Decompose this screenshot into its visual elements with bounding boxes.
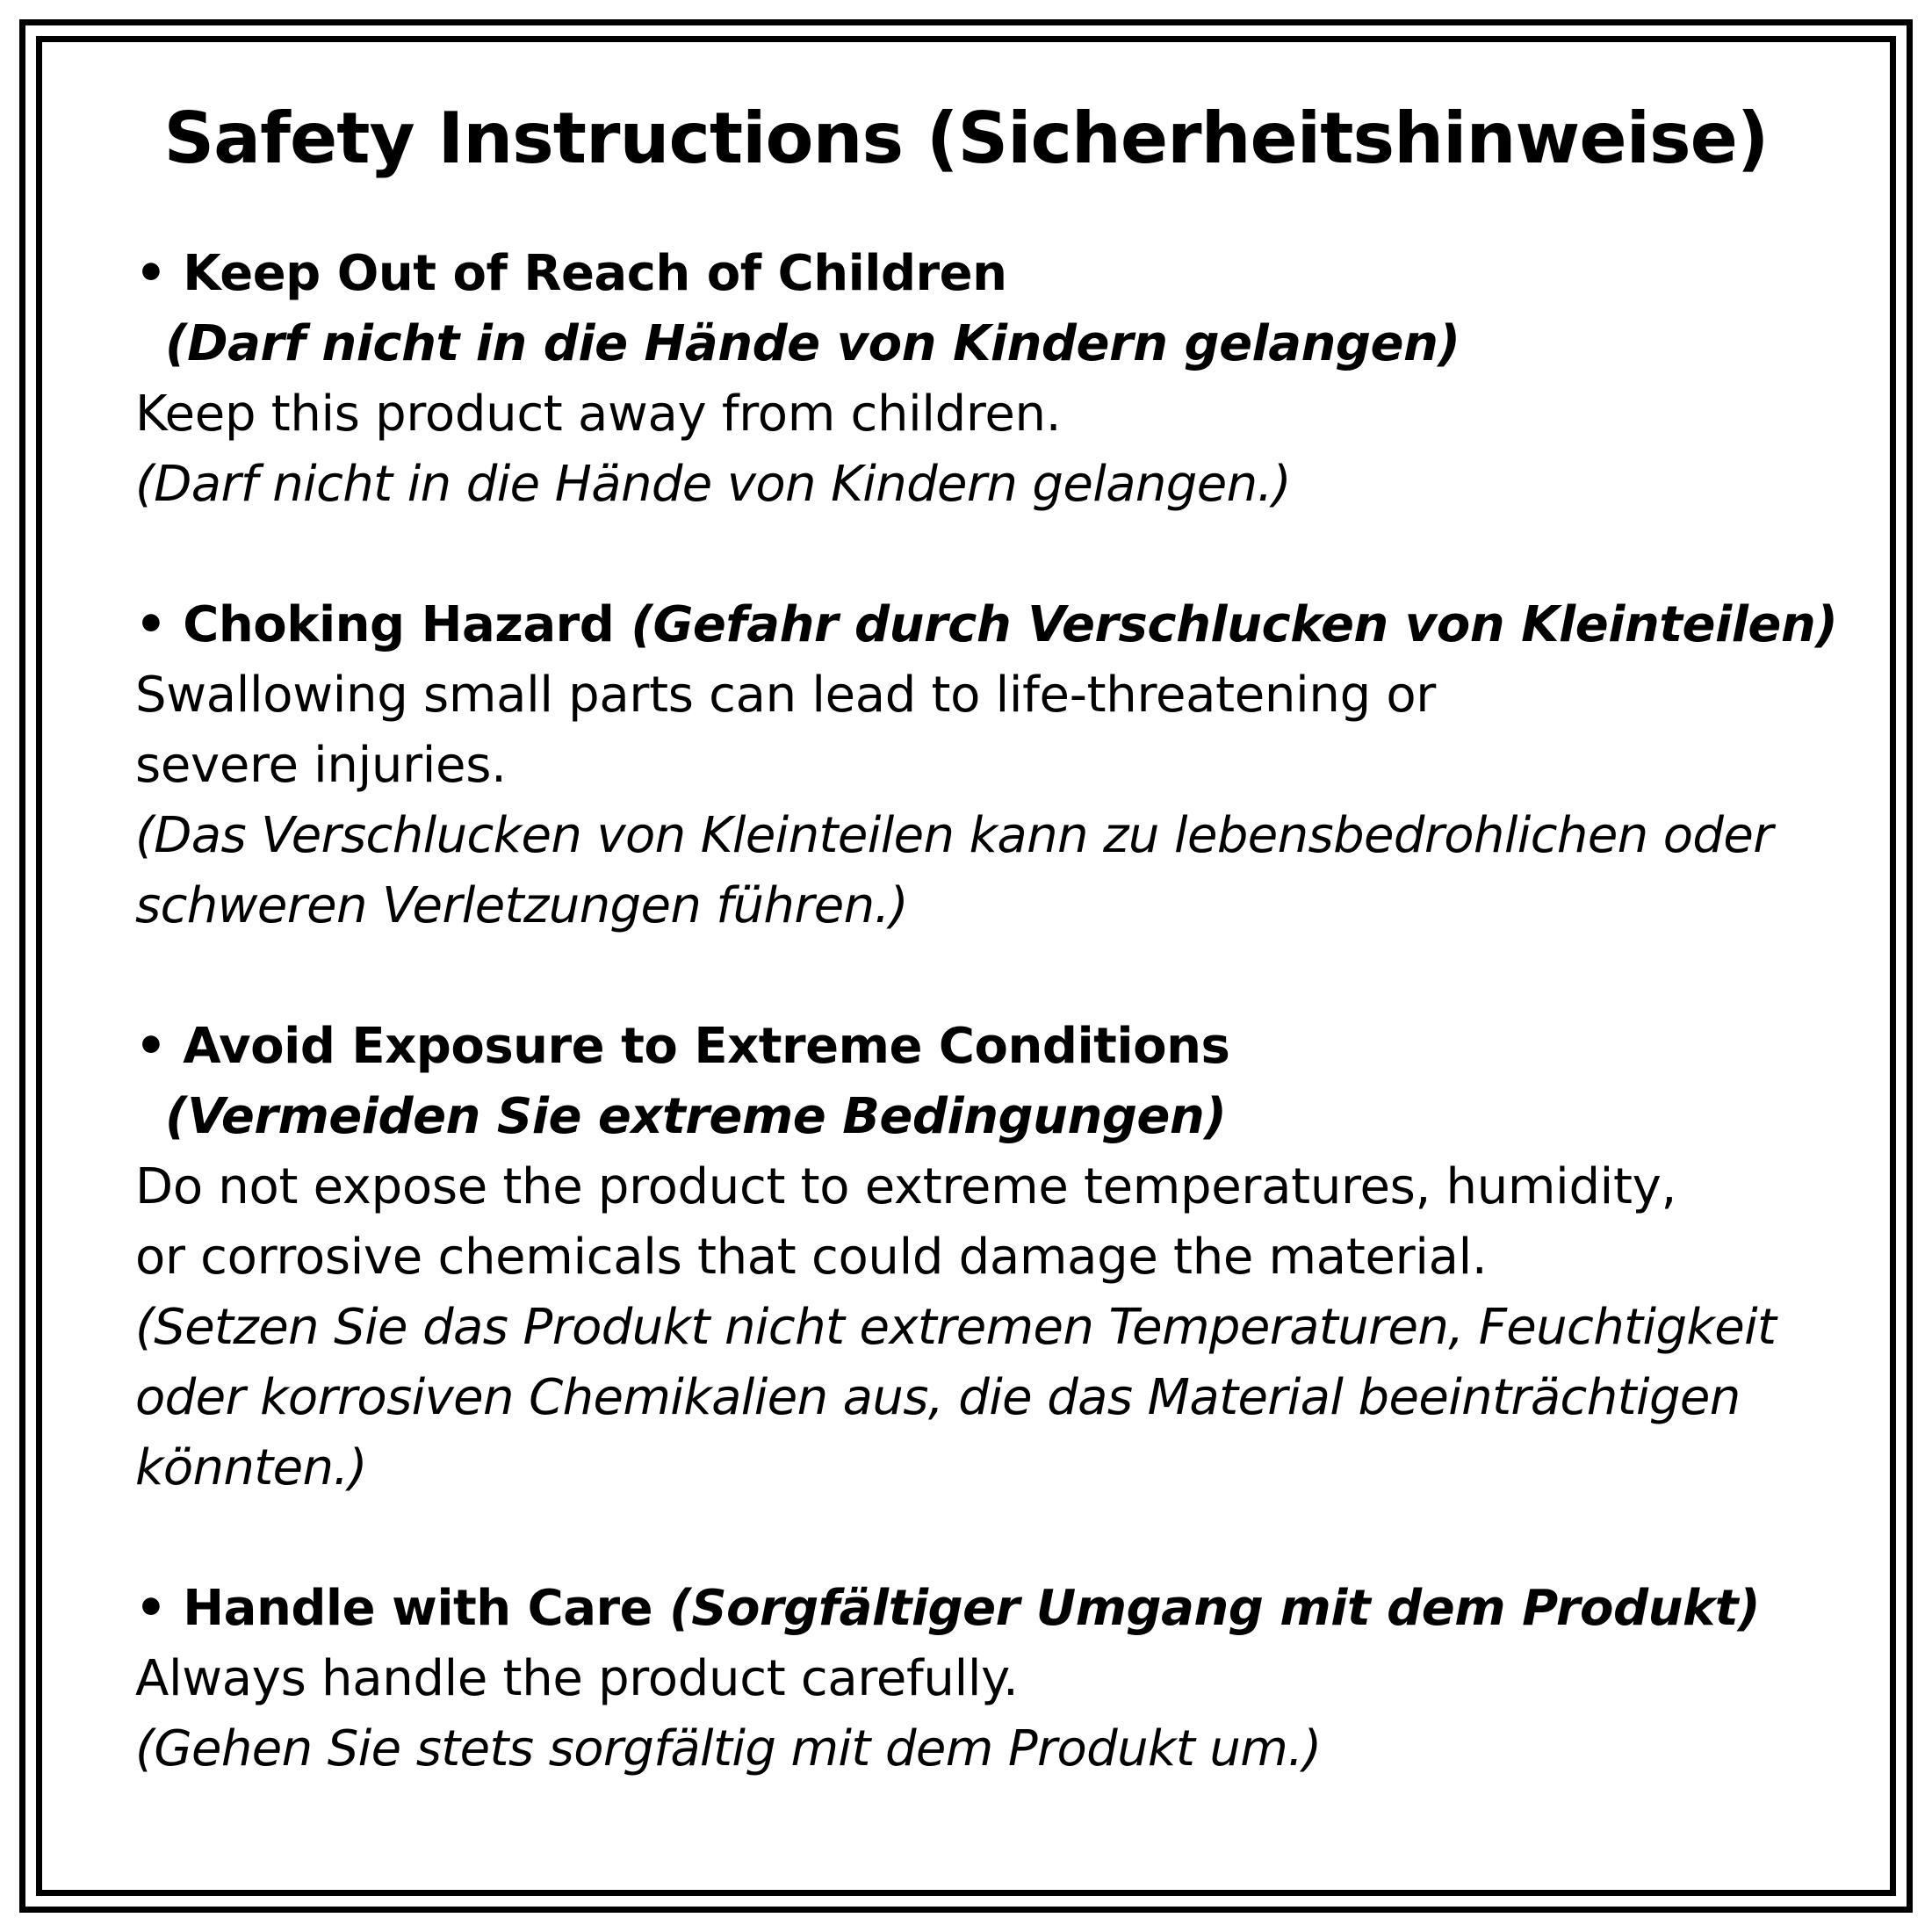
body-de-line: (Setzen Sie das Produkt nicht extremen Temperaturen, Feuchtigkeit [135, 1299, 1777, 1356]
body-de-line: schweren Verletzungen führen.) [135, 877, 908, 934]
body-de-line: (Das Verschlucken von Kleinteilen kann zu lebensbedrohlichen oder [135, 807, 1773, 864]
body-en-line: Always handle the product carefully. [135, 1650, 1019, 1707]
section-keep-out-of-reach [135, 239, 1848, 520]
heading-en: Choking Hazard [183, 596, 615, 653]
heading-en: Keep Out of Reach of Children [183, 245, 1007, 302]
section-extreme-conditions [135, 1012, 1848, 1503]
heading-de: (Sorgfältiger Umgang mit dem Produkt) [669, 1580, 1761, 1637]
heading-de: (Vermeiden Sie extreme Bedingungen) [165, 1088, 1227, 1145]
section-heading [135, 1574, 1848, 1644]
body-en-line: or corrosive chemicals that could damage the material. [135, 1229, 1488, 1286]
bullet: • [135, 245, 184, 302]
heading-de: (Darf nicht in die Hände von Kindern gelangen) [165, 315, 1460, 372]
section-heading [135, 590, 1848, 660]
bullet: • [135, 1580, 184, 1637]
body-en-line: Swallowing small parts can lead to life-threatening or [135, 667, 1437, 724]
heading-en: Handle with Care [183, 1580, 653, 1637]
body-en-line: Do not expose the product to extreme temperatures, humidity, [135, 1158, 1676, 1215]
body-de-line: oder korrosiven Chemikalien aus, die das Material beeinträchtigen [135, 1369, 1741, 1426]
body-de-line: (Gehen Sie stets sorgfältig mit dem Produkt um.) [135, 1720, 1322, 1777]
heading-de: (Gefahr durch Verschlucken von Kleinteilen) [631, 596, 1838, 653]
section-heading [135, 239, 1848, 309]
section-heading [135, 1012, 1848, 1082]
heading-en: Avoid Exposure to Extreme Conditions [183, 1018, 1230, 1075]
body-de-line: (Darf nicht in die Hände von Kindern gelangen.) [135, 456, 1291, 513]
page-title: Safety Instructions (Sicherheitshinweise) [163, 97, 1769, 179]
body-en-line: severe injuries. [135, 737, 507, 794]
bullet: • [135, 1018, 184, 1075]
body-de-line: könnten.) [135, 1439, 367, 1496]
section-handle-with-care [135, 1574, 1848, 1784]
bullet: • [135, 596, 184, 653]
section-choking-hazard [135, 590, 1848, 941]
body-en-line: Keep this product away from children. [135, 386, 1062, 443]
